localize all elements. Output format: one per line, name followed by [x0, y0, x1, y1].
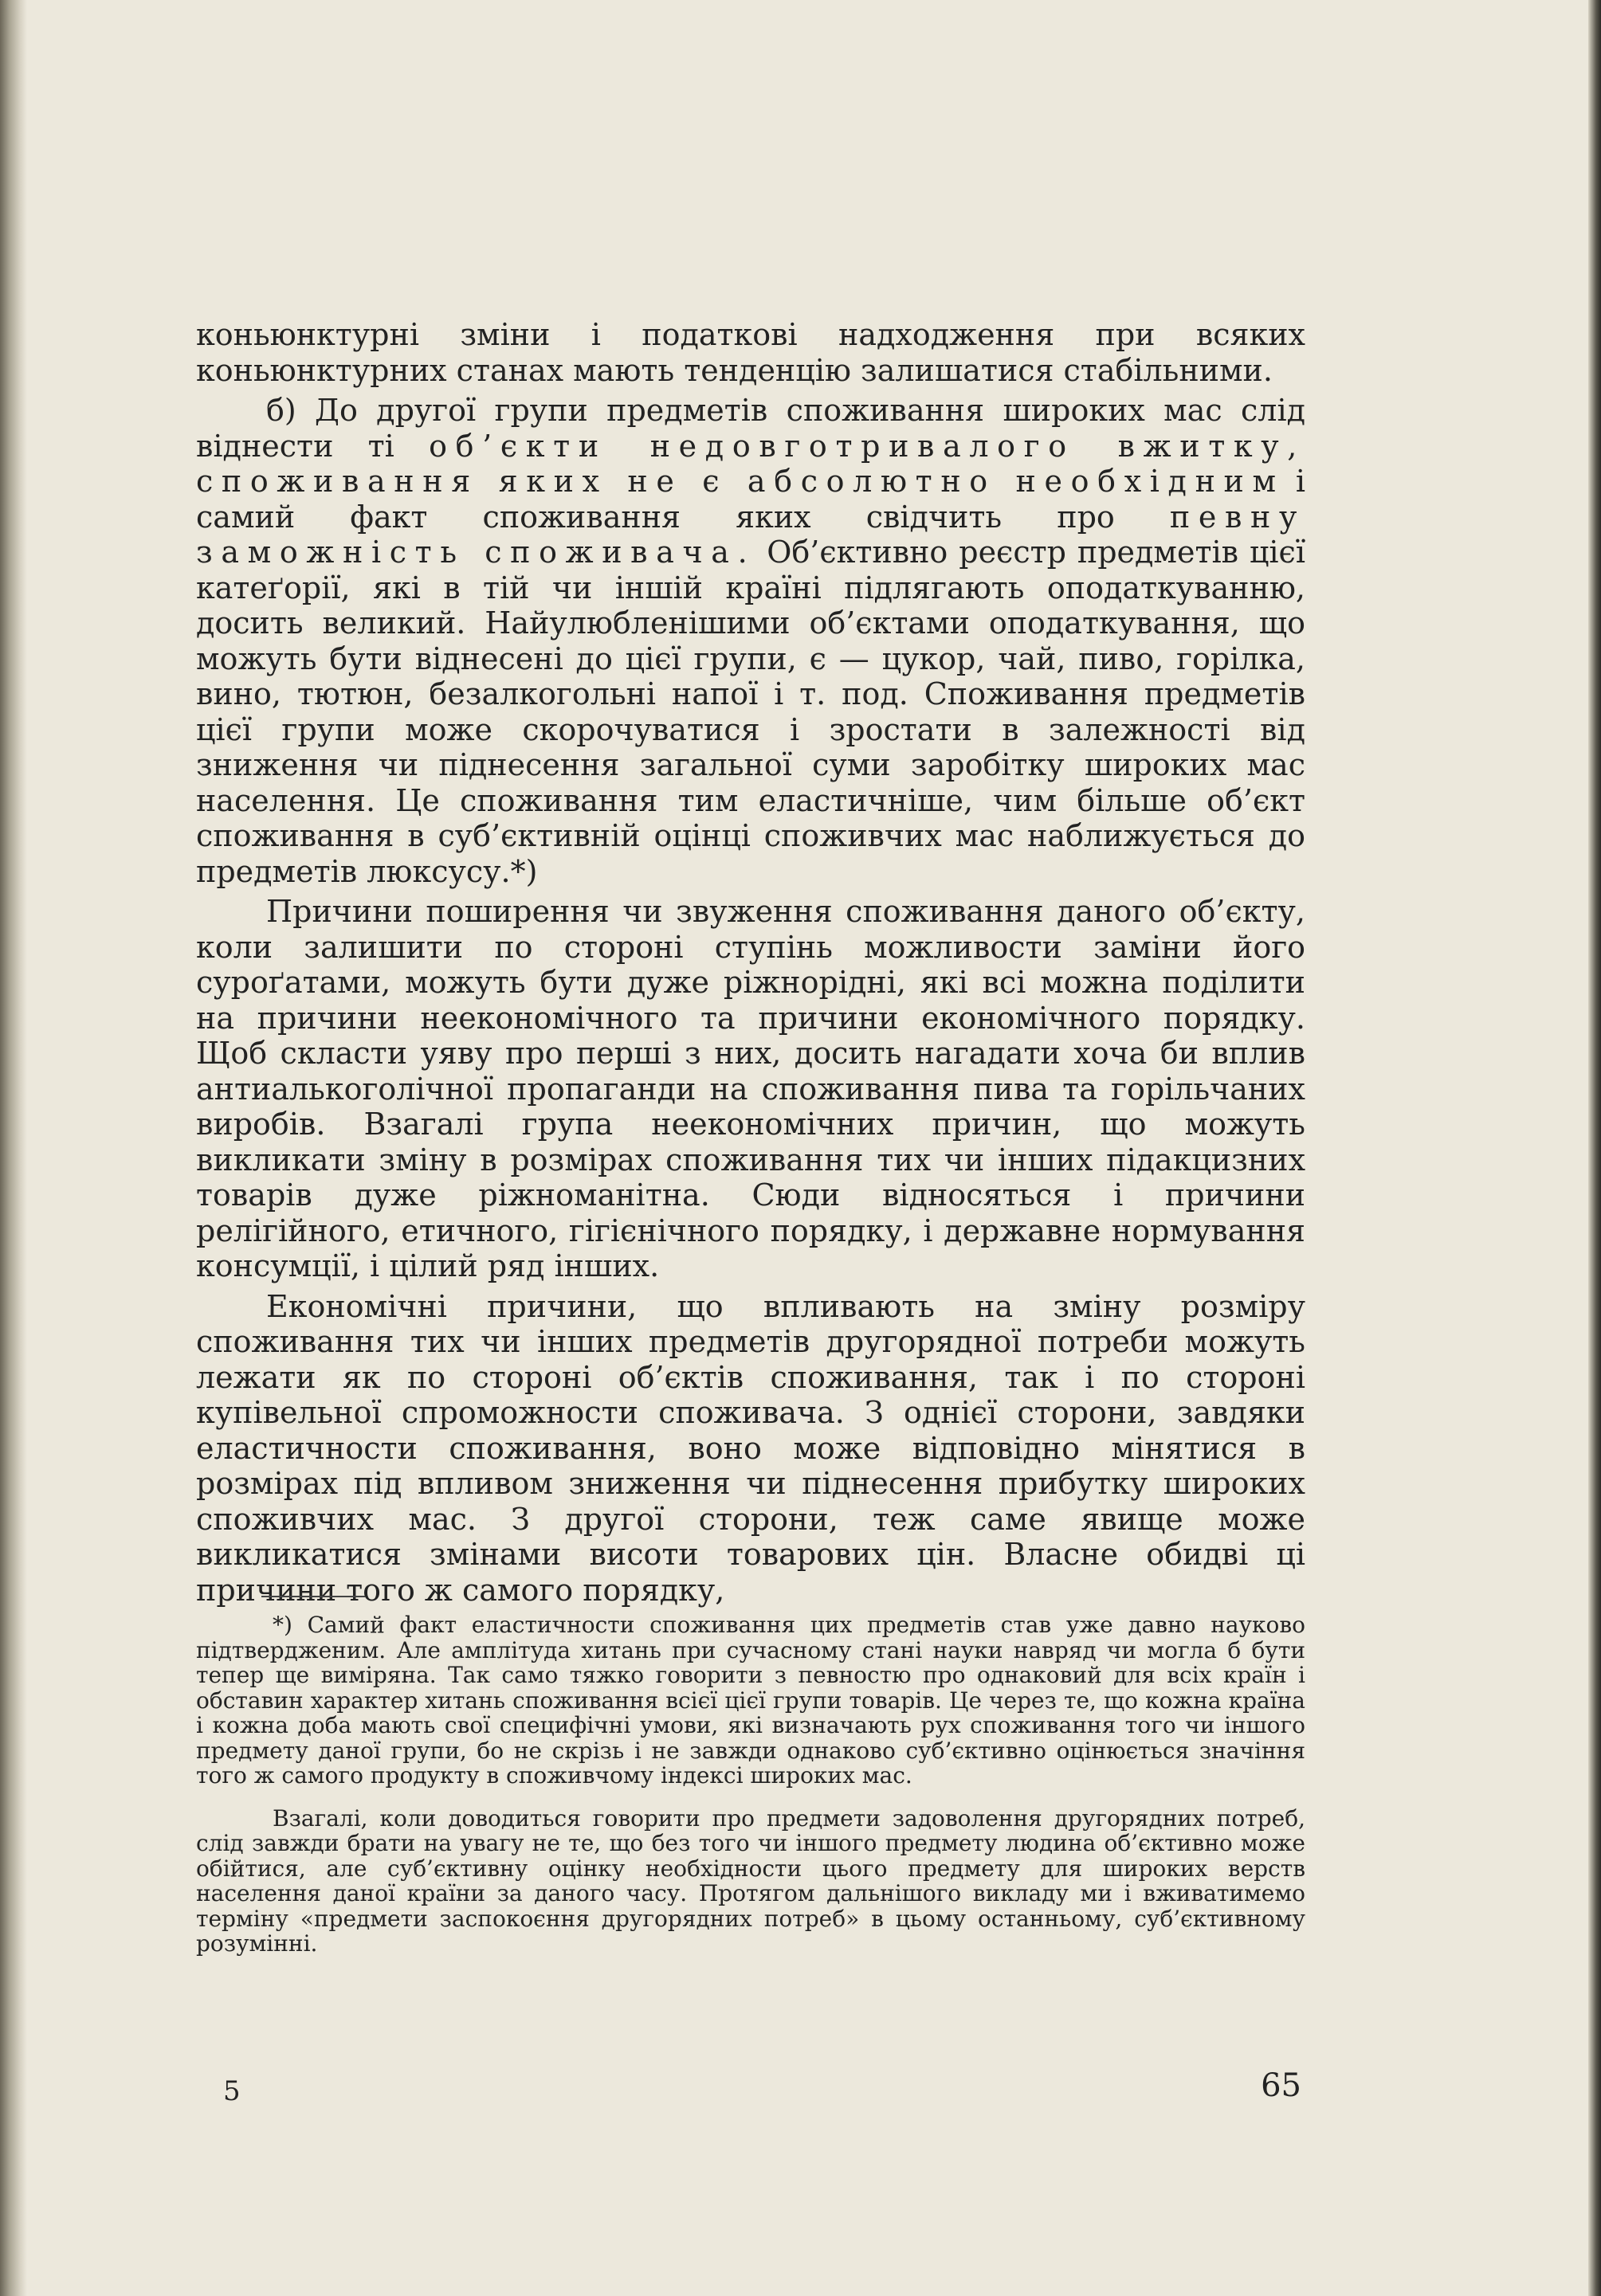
page-edge-shadow-right	[1588, 0, 1601, 2296]
main-text	[196, 317, 1305, 1608]
paragraph-1: коньюнктурні зміни і податкові надходження при всяких коньюнктурних станах мають тенденцію залишатися стабільними.	[196, 317, 1305, 388]
paragraph-2-middle: і самий факт споживання яких свідчить про	[196, 464, 1305, 535]
footnote-2: Взагалі, коли доводиться говорити про предмети задоволення другорядних потреб, слід завжди брати на увагу не те, що без того чи іншого предмету людина об’єктивно може обійтися, але суб’єктивну оцінку необхідности цього предмету для широких верств населення даної країни за даного часу. Протягом дальнішого викладу ми і вживатимемо терміну «предмети заспокоєння другорядних потреб» в цьому останньому, суб’єктивному розумінні.	[196, 1804, 1305, 1957]
paragraph-2-rest: Об’єктивно реєстр предметів цієї катеґорії, які в тій чи іншій країні підлягають оподаткуванню, досить великий. Найулюбленішими об’єктами оподаткування, що можуть бути віднесені до цієї групи, є — цукор, чай, пиво, горілка, вино, тютюн, безалкогольні напої і т. под. Споживання предметів цієї групи може скорочуватися і зростати в залежності від зниження чи піднесення загальної суми заробітку широких мас населення. Це споживання тим еластичніше, чим більше об’єкт споживання в суб’єктивній оцінці споживчих мас наближується до предметів люксусу.*)	[196, 535, 1305, 889]
paragraph-4: Економічні причини, що впливають на зміну розміру споживання тих чи інших предметів другорядної потреби можуть лежати як по стороні об’єктів споживання, так і по стороні купівельної спроможности споживача. З однієї сторони, завдяки еластичности споживання, воно може відповідно мінятися в розмірах під впливом зниження чи піднесення прибутку широких споживчих мас. З другої сторони, теж саме явище може викликатися змінами висоти товарових цін. Власне обидві ці причини того ж самого порядку,	[196, 1288, 1305, 1608]
paragraph-2-spaced-phrase-2: певну заможність споживача.	[196, 499, 1305, 570]
page-binding-shadow-left	[0, 0, 27, 2296]
signature-mark: 5	[223, 2075, 241, 2107]
paragraph-2-spaced-phrase: об’єкти недовготривалого вжитку, споживання яких не є абсолютно необхідним	[196, 428, 1305, 499]
page-number: 65	[1261, 2067, 1301, 2104]
paragraph-2-lead: б) До другої групи предметів споживання широких мас слід віднести ті	[196, 393, 1305, 464]
paragraph-2	[196, 393, 1305, 889]
footnote-separator	[261, 1596, 365, 1597]
paragraph-3: Причини поширення чи звуження споживання даного об’єкту, коли залишити по стороні ступінь можливости заміни його суроґатами, можуть бути дуже ріжнорідні, які всі можна поділити на причини неекономічного та причини економічного порядку. Щоб скласти уяву про перші з них, досить нагадати хоча би вплив антиалькоголічної пропаганди на споживання пива та горільчаних виробів. Взагалі група неекономічних причин, що можуть викликати зміну в розмірах споживання тих чи інших підакцизних товарів дуже ріжноманітна. Сюди відносяться і причини релігійного, етичного, гігієнічного порядку, і державне нормування консумції, і цілий ряд інших.	[196, 894, 1305, 1283]
footnotes	[196, 1612, 1305, 1957]
footnote-1: *) Самий факт еластичности споживання цих предметів став уже давно науково підтвердженим. Але амплітуда хитань при сучасному стані науки навряд чи могла б бути тепер ще виміряна. Так само тяжко говорити з певностю про однаковий для всіх країн і обставин характер хитань споживання всієї цієї групи товарів. Це через те, що кожна країна і кожна доба мають свої специфічні умови, які визначають рух споживання того чи іншого предмету даної групи, бо не скрізь і не завжди однаково суб’єктивно оцінюється значіння того ж самого продукту в споживчому індексі широких мас.	[196, 1612, 1305, 1789]
